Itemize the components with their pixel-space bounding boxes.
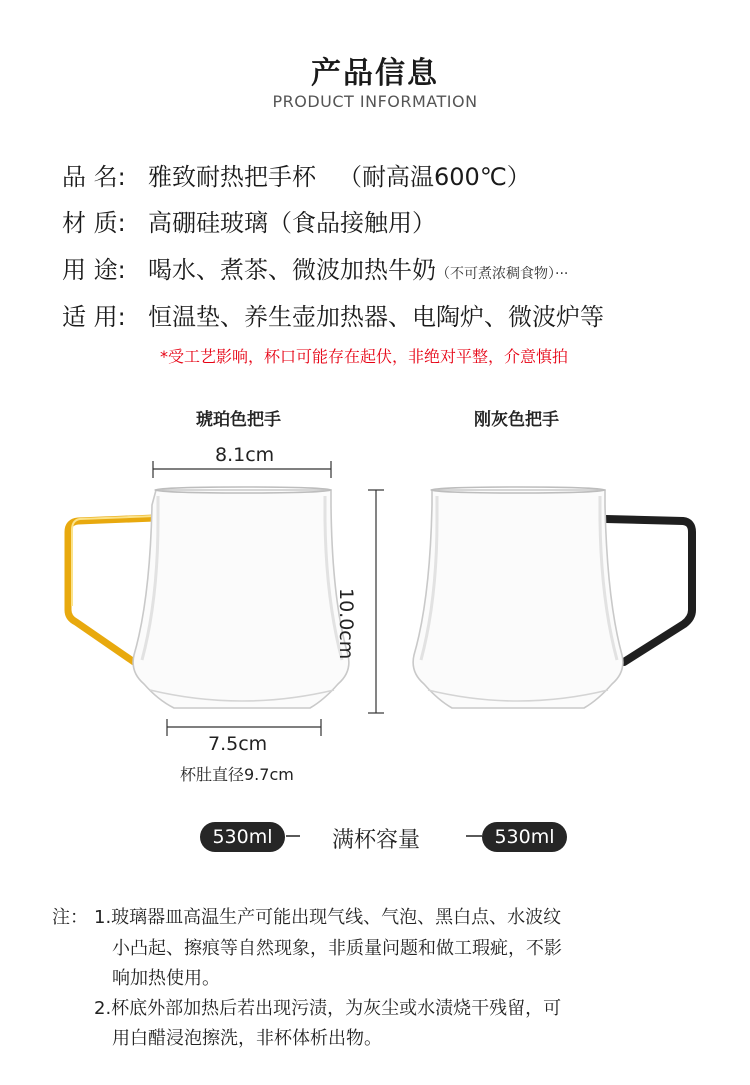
spec-label: 用 途:	[62, 256, 126, 284]
note-line: 1.玻璃器皿高温生产可能出现气线、气泡、黑白点、水波纹	[94, 907, 562, 928]
spec-value: 高硼硅玻璃（食品接触用）	[148, 209, 436, 237]
mug-body	[413, 490, 623, 708]
capacity-pill-left: 530ml	[200, 822, 285, 852]
height-label: 10.0cm	[335, 588, 357, 660]
spec-value: 雅致耐热把手杯	[148, 163, 316, 191]
capacity-label: 满杯容量	[332, 828, 421, 853]
capacity-pill-right: 530ml	[482, 822, 567, 852]
note-line: 小凸起、擦痕等自然现象，非质量问题和做工瑕疵，不影	[112, 938, 562, 959]
amber-handle-label: 琥珀色把手	[196, 410, 281, 430]
gray-handle-label: 刚灰色把手	[474, 410, 559, 430]
spec-value: 恒温垫、养生壶加热器、电陶炉、微波炉等	[148, 303, 604, 331]
top-width-label: 8.1cm	[215, 444, 275, 466]
spec-label: 材 质:	[62, 209, 126, 237]
bottom-width-label: 7.5cm	[208, 733, 268, 755]
note-line: 用白醋浸泡擦洗，非杯体析出物。	[112, 1028, 382, 1049]
spec-extra: （耐高温600℃）	[338, 163, 531, 191]
spec-value: 喝水、煮茶、微波加热牛奶	[148, 256, 436, 284]
gray-handle-mug	[413, 487, 692, 708]
page-subtitle: PRODUCT INFORMATION	[272, 92, 478, 111]
amber-handle-mug	[68, 487, 349, 708]
spec-label: 适 用:	[62, 303, 126, 331]
warning-text: *受工艺影响，杯口可能存在起伏，非绝对平整，介意慎拍	[160, 347, 569, 366]
note-line: 2.杯底外部加热后若出现污渍，为灰尘或水渍烧干残留，可	[94, 998, 562, 1019]
mug-body	[133, 490, 349, 708]
amber-handle-shine	[72, 516, 155, 606]
belly-diameter-label: 杯肚直径9.7cm	[180, 765, 294, 784]
note-line: 响加热使用。	[112, 968, 220, 989]
notes-prefix: 注：	[52, 907, 88, 928]
spec-label: 品 名:	[62, 163, 126, 191]
spec-note: （不可煮浓稠食物）···	[436, 266, 569, 282]
height-dimension	[368, 490, 384, 713]
page-title: 产品信息	[311, 56, 439, 91]
